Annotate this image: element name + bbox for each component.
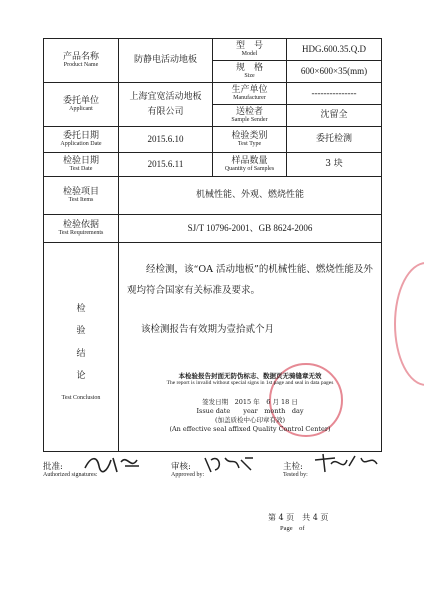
test-conclusion-body <box>119 243 382 452</box>
manufacturer-label: 生产单位 Manufacturer <box>213 83 287 105</box>
authorized-signature-ink <box>81 452 143 476</box>
size-value: 600×600×35(mm) <box>287 61 382 83</box>
page-number: 第 4 页 共 4 页 Page of <box>268 513 329 532</box>
product-name-value: 防静电活动地板 <box>119 39 213 83</box>
test-requirements-value: SJ/T 10796-2001、GB 8624-2006 <box>119 215 382 243</box>
validity-notice: 本检验报告封面无防伪标志、数据页无骑缝章无效 The report is invalid without special signs in 1st page and seal in data pages <box>166 372 334 387</box>
quantity-value: 3 块 <box>287 153 382 177</box>
application-date-value: 2015.6.10 <box>119 127 213 153</box>
quantity-label: 样品数量 Quantity of Samples <box>213 153 287 177</box>
approved-signature-ink <box>201 452 256 476</box>
sender-value: 沈留全 <box>287 105 382 127</box>
application-date-label: 委托日期 Application Date <box>44 127 119 153</box>
applicant-label: 委托单位 Applicant <box>44 83 119 127</box>
tested-signature-ink <box>313 450 383 476</box>
test-items-label: 检验项目 Test Items <box>44 177 119 215</box>
test-type-value: 委托检测 <box>287 127 382 153</box>
applicant-value: 上海宜宽活动地板 有限公司 <box>119 83 213 127</box>
sender-label: 送检者 Sample Sender <box>213 105 287 127</box>
tested-signature: 主检: Tested by: <box>283 462 308 478</box>
approved-signature: 审核: Approved by: <box>171 462 205 478</box>
validity-text: 该检测报告有效期为壹拾贰个月 <box>141 324 275 335</box>
test-date-label: 检验日期 Test Date <box>44 153 119 177</box>
issue-date-block: 签发日期 2015 年 6 月 18 日 Issue date year month day (加盖质检中心印章有效) (An effective seal affixed Quality Control Center) <box>169 398 331 433</box>
authorized-signature: 批准: Authorized signatures: <box>43 462 98 478</box>
size-label: 规 格 Size <box>213 61 287 83</box>
edge-seal-stamp <box>394 262 424 386</box>
test-items-value: 机械性能、外观、燃烧性能 <box>119 177 382 215</box>
manufacturer-value: --------------- <box>287 83 382 105</box>
signature-row <box>43 454 383 494</box>
report-table <box>43 38 382 452</box>
test-conclusion-label: 检 验 结 论 Test Conclusion <box>44 243 119 452</box>
test-type-label: 检验类别 Test Type <box>213 127 287 153</box>
conclusion-text: 经检测，该“OA 活动地板”的机械性能、燃烧性能及外观均符合国家有关标准及要求。 <box>127 264 373 296</box>
test-date-value: 2015.6.11 <box>119 153 213 177</box>
product-name-label: 产品名称 Product Name <box>44 39 119 83</box>
model-value: HDG.600.35.Q.D <box>287 39 382 61</box>
test-requirements-label: 检验依据 Test Requirements <box>44 215 119 243</box>
model-label: 型 号 Model <box>213 39 287 61</box>
